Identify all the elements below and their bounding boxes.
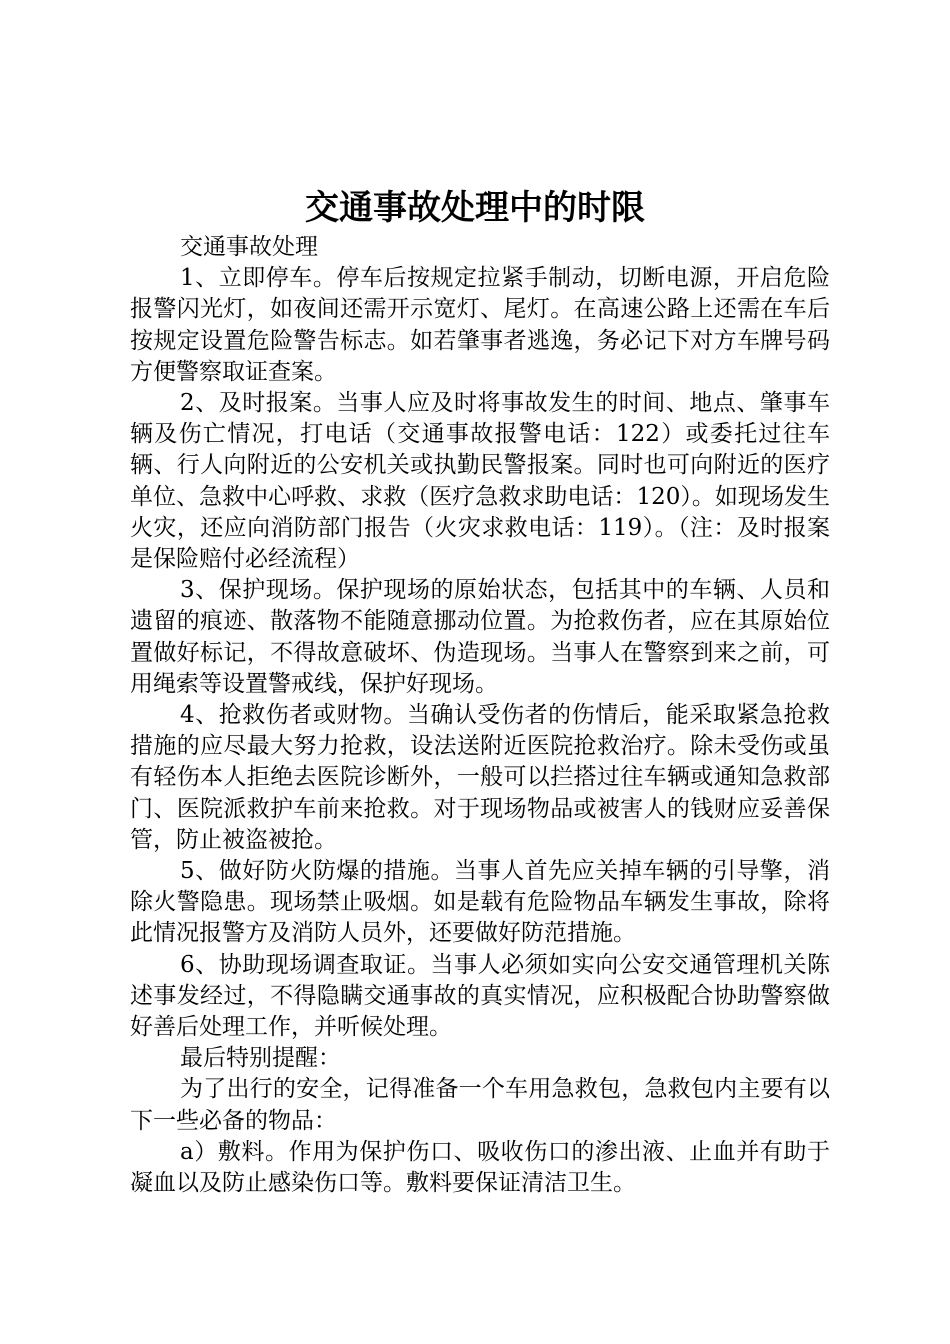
document-title: 交通事故处理中的时限 <box>305 188 645 228</box>
paragraph-fire-prevention: 5、做好防火防爆的措施。当事人首先应关掉车辆的引导擎，消除火警隐患。现场禁止吸烟。如是载有危险物品车辆发生事故，除将此情况报警方及消防人员外，还要做好防范措施。 <box>130 858 830 947</box>
document-body <box>130 232 830 1199</box>
paragraph-dressing: a）敷料。作用为保护伤口、吸收伤口的渗出液、止血并有助于凝血以及防止感染伤口等。敷料要保证清洁卫生。 <box>130 1138 830 1197</box>
paragraph-report: 2、及时报案。当事人应及时将事故发生的时间、地点、肇事车辆及伤亡情况，打电话（交通事故报警电话：122）或委托过往车辆、行人向附近的公安机关或执勤民警报案。同时也可向附近的医疗单位、急救中心呼救、求救（医疗急救求助电话：120）。如现场发生火灾，还应向消防部门报告（火灾求救电话：119）。（注：及时报案是保险赔付必经流程） <box>130 390 830 573</box>
reminder-heading: 最后特别提醒： <box>180 1045 341 1072</box>
paragraph-first-aid-kit: 为了出行的安全，记得准备一个车用急救包，急救包内主要有以下一些必备的物品： <box>130 1076 830 1134</box>
paragraph-assist-investigation: 6、协助现场调查取证。当事人必须如实向公安交通管理机关陈述事发经过，不得隐瞒交通事故的真实情况，应积极配合协助警察做好善后处理工作，并听候处理。 <box>130 951 830 1041</box>
paragraph-rescue: 4、抢救伤者或财物。当确认受伤者的伤情后，能采取紧急抢救措施的应尽最大努力抢救，设法送附近医院抢救治疗。除未受伤或虽有轻伤本人拒绝去医院诊断外，一般可以拦搭过往车辆或通知急救部门、医院派救护车前来抢救。对于现场物品或被害人的钱财应妥善保管，防止被盗被抢。 <box>130 702 830 853</box>
paragraph-stop-vehicle: 1、立即停车。停车后按规定拉紧手制动，切断电源，开启危险报警闪光灯，如夜间还需开示宽灯、尾灯。在高速公路上还需在车后按规定设置危险警告标志。如若肇事者逃逸，务必记下对方车牌号码方便警察取证查案。 <box>130 265 830 385</box>
section-heading: 交通事故处理 <box>180 234 318 260</box>
paragraph-protect-scene: 3、保护现场。保护现场的原始状态，包括其中的车辆、人员和遗留的痕迹、散落物不能随意挪动位置。为抢救伤者，应在其原始位置做好标记，不得故意破坏、伪造现场。当事人在警察到来之前，可用绳索等设置警戒线，保护好现场。 <box>130 577 830 697</box>
